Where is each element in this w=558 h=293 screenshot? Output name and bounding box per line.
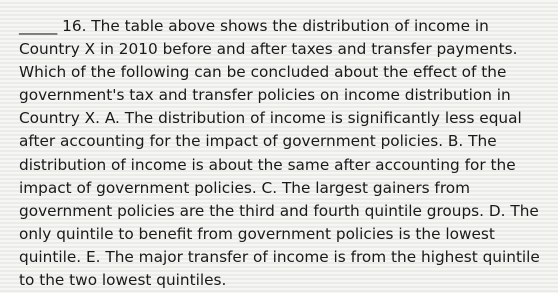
question-text: _____ 16. The table above shows the distribution of income in Country X in 2010 before and after taxes and transfer payments. Which of the following can be concluded about the effect of the government's tax and transfer policies on income distribution in Country X. A. The distribution of income is significantly less equal after accounting for the impact of government policies. B. The distribution of income is about the same after accounting for the impact of government policies. C. The largest gainers from government policies are the third and fourth quintile groups. D. The only quintile to benefit from government policies is the lowest quintile. E. The major transfer of income is from the highest quintile to the two lowest quintiles. <box>19 17 540 290</box>
